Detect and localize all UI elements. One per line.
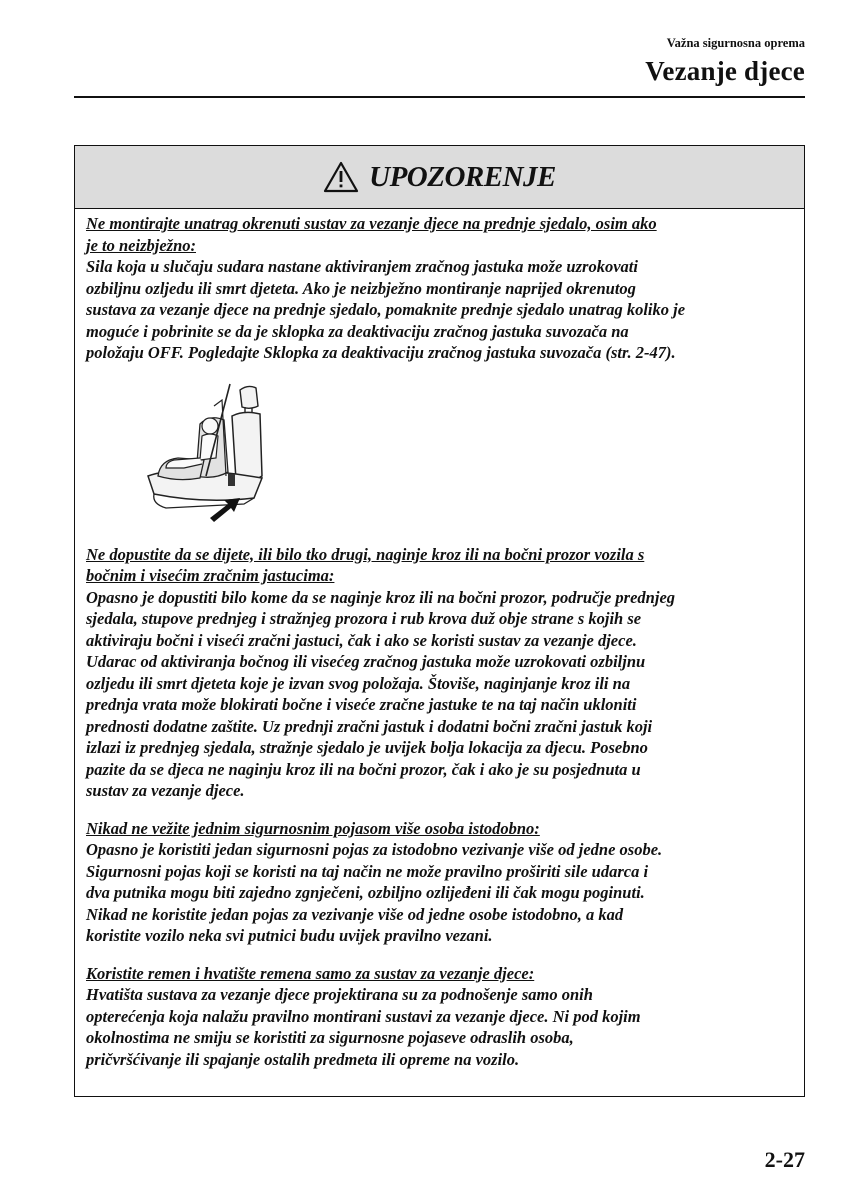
text-line: ozbiljnu ozljedu ili smrt djeteta. Ako je neizbježno montiranje naprijed okrenutog <box>86 278 636 298</box>
paragraph-text <box>86 984 794 1070</box>
warning-box <box>74 145 805 1097</box>
paragraph-title <box>86 963 794 985</box>
warning-triangle-icon <box>323 161 359 193</box>
chapter-title: Vezanje djece <box>645 56 805 86</box>
page-number: 2-27 <box>764 1147 805 1172</box>
text-line: prednosti dodatne zaštite. Uz prednji zračni jastuk i dodatni bočni zračni jastuk koji <box>86 716 653 736</box>
paragraph-text <box>86 256 794 364</box>
header-divider <box>74 96 805 98</box>
text-line: izlazi iz prednjeg sjedala, stražnje sjedalo je uvijek bolja lokacija za djecu. Posebno <box>86 738 648 757</box>
warning-paragraph-one-belt <box>86 818 794 947</box>
warning-title: UPOZORENJE <box>369 160 556 193</box>
title-line: je to neizbježno: <box>86 235 196 255</box>
text-line: sustava za vezanje djece na prednje sjedalo, pomaknite prednje sjedalo unatrag koliko je <box>86 300 686 319</box>
paragraph-title <box>86 544 794 587</box>
text-line: sustav za vezanje djece. <box>86 781 245 800</box>
warning-paragraph-tether-anchor <box>86 963 794 1071</box>
text-line: prednja vrata može blokirati bočne i viseće zračne jastuke te na taj način ukloniti <box>86 695 637 714</box>
title-line: bočnim i visećim zračnim jastucima: <box>86 566 335 585</box>
text-line: Udarac od aktiviranja bočnog ili visećeg zračnog jastuka može uzrokovati ozbiljnu <box>86 652 646 671</box>
warning-paragraph-rear-facing <box>86 213 794 364</box>
paragraph-text <box>86 587 794 802</box>
warning-paragraph-side-window <box>86 544 794 802</box>
text-line: okolnostima ne smiju se koristiti za sigurnosne pojaseve odraslih osoba, <box>86 1028 574 1047</box>
text-line: Sigurnosni pojas koji se koristi na taj način ne može pravilno proširiti sile udarca i <box>86 861 649 881</box>
text-line: Opasno je dopustiti bilo kome da se naginje kroz ili na bočni prozor, područje prednjeg <box>86 587 676 607</box>
text-line: pazite da se djeca ne naginju kroz ili na bočni prozor, čak i ako je su posjednuta u <box>86 759 641 779</box>
text-line: položaju OFF. Pogledajte Sklopka za deaktivaciju zračnog jastuka suvozača (str. 2-47). <box>86 343 676 362</box>
title-line: Nikad ne vežite jednim sigurnosnim pojasom više osoba istodobno: <box>86 818 540 838</box>
warning-header <box>75 146 804 209</box>
text-line: sjedala, stupove prednjeg i stražnjeg prozora i rub krova duž obje strane s kojih se <box>86 609 642 628</box>
text-line: moguće i pobrinite se da je sklopka za deaktivaciju zračnog jastuka suvozača na <box>86 321 629 341</box>
child-seat-illustration <box>144 380 276 530</box>
text-line: dva putnika mogu biti zajedno zgnječeni, ozbiljno ozlijeđeni ili čak mogu poginuti. <box>86 883 645 902</box>
title-line: Koristite remen i hvatište remena samo za sustav za vezanje djece: <box>86 963 535 983</box>
title-line: Ne montirajte unatrag okrenuti sustav za vezanje djece na prednje sjedalo, osim ako <box>86 214 657 233</box>
text-line: Opasno je koristiti jedan sigurnosni pojas za istodobno vezivanje više od jedne osobe. <box>86 840 663 859</box>
text-line: pričvršćivanje ili spajanje ostalih predmeta ili opreme na vozilo. <box>86 1049 520 1069</box>
text-line: opterećenja koja nalažu pravilno montirani sustavi za vezanje djece. Ni pod kojim <box>86 1006 641 1026</box>
text-line: aktiviraju bočni i viseći zračni jastuci, čak i ako se koristi sustav za vezanje djece. <box>86 630 637 650</box>
warning-body <box>75 209 804 1070</box>
text-line: Nikad ne koristite jedan pojas za vezivanje više od jedne osobe istodobno, a kad <box>86 904 624 924</box>
section-title: Važna sigurnosna oprema <box>666 36 805 50</box>
paragraph-text <box>86 839 794 947</box>
text-line: koristite vozilo neka svi putnici budu uvijek pravilno vezani. <box>86 926 493 945</box>
paragraph-title <box>86 213 794 256</box>
text-line: Hvatišta sustava za vezanje djece projektirana su za podnošenje samo onih <box>86 985 593 1004</box>
text-line: Sila koja u slučaju sudara nastane aktiviranjem zračnog jastuka može uzrokovati <box>86 257 638 276</box>
text-line: ozljedu ili smrt djeteta koje je izvan svog položaja. Štoviše, naginjanje kroz ili na <box>86 673 631 693</box>
paragraph-title <box>86 818 794 840</box>
title-line: Ne dopustite da se dijete, ili bilo tko drugi, naginje kroz ili na bočni prozor vozila s <box>86 544 645 564</box>
